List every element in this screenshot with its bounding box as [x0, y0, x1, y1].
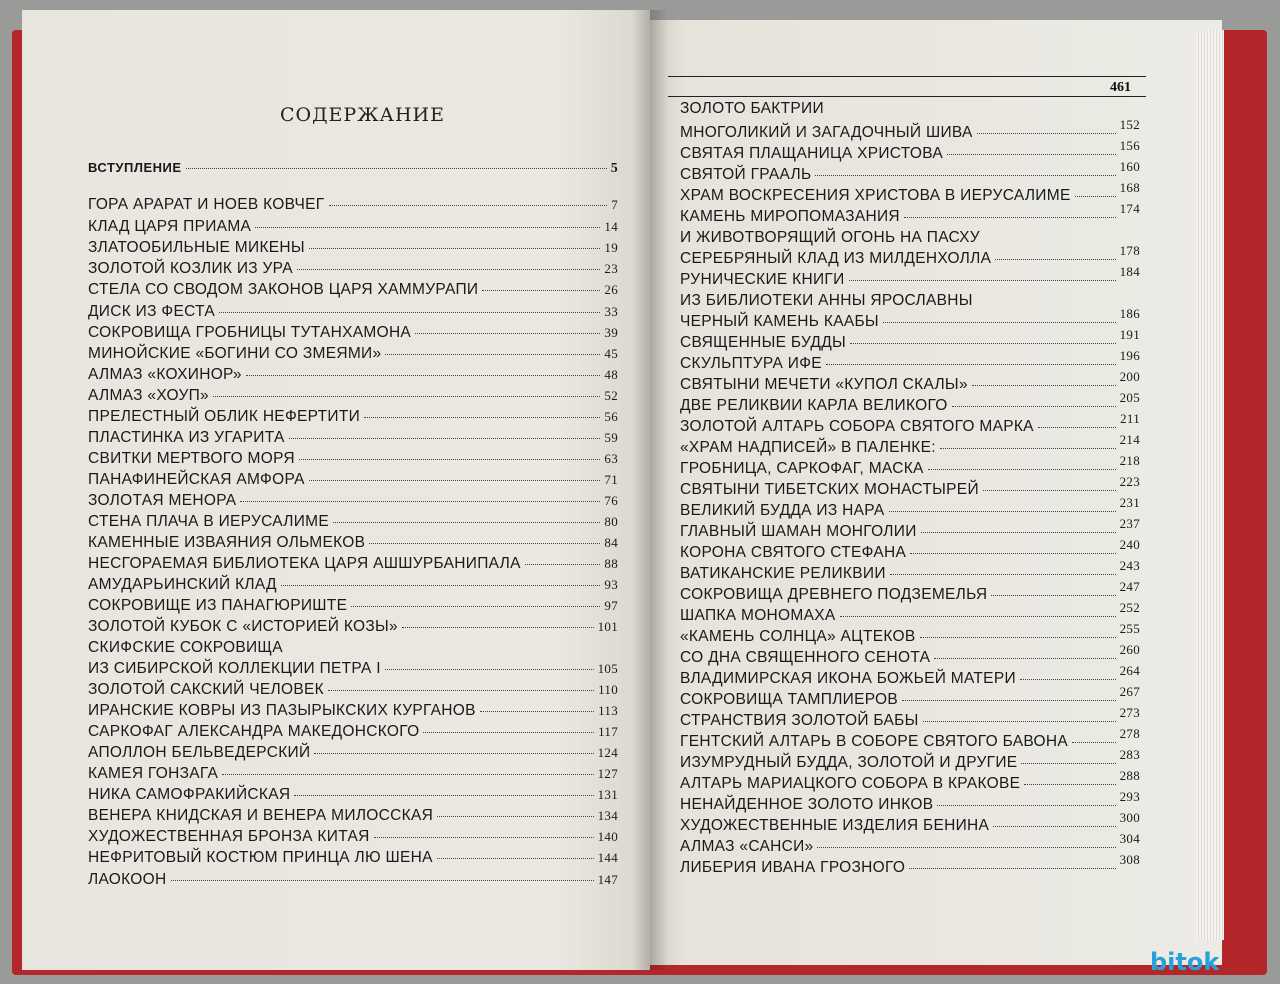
- toc-entry-page: 200: [1119, 369, 1140, 384]
- toc-entry-page: 131: [597, 787, 618, 802]
- dot-leader: [921, 532, 1116, 533]
- toc-entry-title: СТЕНА ПЛАЧА В ИЕРУСАЛИМЕ: [88, 513, 330, 530]
- toc-entry-title: СВЯЩЕННЫЕ БУДДЫ: [680, 334, 847, 351]
- toc-entry: [88, 160, 618, 177]
- toc-entry-title: ХРАМ ВОСКРЕСЕНИЯ ХРИСТОВА В ИЕРУСАЛИМЕ: [680, 187, 1071, 204]
- dot-leader: [297, 269, 600, 270]
- dot-leader: [815, 175, 1115, 176]
- toc-entry: [88, 408, 618, 426]
- toc-entry-title: ИЗ БИБЛИОТЕКИ АННЫ ЯРОСЛАВНЫ: [680, 292, 973, 309]
- toc-entry-title: СКИФСКИЕ СОКРОВИЩА: [88, 639, 283, 656]
- dot-leader: [902, 700, 1116, 701]
- toc-entry-page: 293: [1119, 789, 1140, 804]
- toc-entry-title: ШАПКА МОНОМАХА: [680, 607, 836, 624]
- toc-entry-page: 156: [1119, 138, 1140, 153]
- toc-entry: [88, 849, 618, 867]
- toc-entry-title: ПРЕЛЕСТНЫЙ ОБЛИК НЕФЕРТИТИ: [88, 408, 361, 425]
- dot-leader: [1020, 679, 1116, 680]
- toc-entry-page: 76: [604, 493, 618, 508]
- dot-leader: [952, 406, 1116, 407]
- dot-leader: [186, 168, 607, 169]
- toc-entry: [88, 681, 618, 699]
- dot-leader: [281, 585, 601, 586]
- dot-leader: [1038, 427, 1116, 428]
- toc-entry-title: ЧЕРНЫЙ КАМЕНЬ КААБЫ: [680, 313, 879, 330]
- dot-leader: [826, 364, 1116, 365]
- toc-entry: [88, 702, 618, 720]
- toc-entry: [680, 831, 1140, 856]
- left-page: [22, 10, 650, 970]
- dot-leader: [328, 690, 594, 691]
- dot-leader: [402, 627, 594, 628]
- toc-entry-page: 124: [597, 745, 618, 760]
- toc-entry: [680, 117, 1140, 142]
- dot-leader: [910, 553, 1115, 554]
- toc-entry: [88, 281, 618, 299]
- toc-entry: [88, 471, 618, 489]
- toc-entry-title: ХУДОЖЕСТВЕННЫЕ ИЗДЕЛИЯ БЕНИНА: [680, 817, 990, 834]
- dot-leader: [423, 732, 594, 733]
- toc-entry: [680, 495, 1140, 520]
- dot-leader: [840, 616, 1116, 617]
- dot-leader: [934, 658, 1115, 659]
- toc-entry-title: АЛМАЗ «САНСИ»: [680, 838, 814, 855]
- toc-entry-title: СО ДНА СВЯЩЕННОГО СЕНОТА: [680, 649, 931, 666]
- toc-entry-page: 127: [597, 766, 618, 781]
- toc-entry-title: ВАТИКАНСКИЕ РЕЛИКВИИ: [680, 565, 886, 582]
- toc-entry-title: ДВЕ РЕЛИКВИИ КАРЛА ВЕЛИКОГО: [680, 397, 948, 414]
- toc-entry-title: ВСТУПЛЕНИЕ: [88, 160, 182, 175]
- toc-entry: [88, 765, 618, 783]
- page-edges: [1196, 30, 1224, 940]
- toc-entry-title: ГЛАВНЫЙ ШАМАН МОНГОЛИИ: [680, 523, 917, 540]
- toc-entry: [680, 558, 1140, 583]
- dot-leader: [972, 385, 1116, 386]
- toc-entry-page: 196: [1119, 348, 1140, 363]
- toc-entry: [680, 600, 1140, 625]
- toc-entry-title: ЛАОКООН: [88, 871, 167, 888]
- toc-entry-page: 39: [604, 325, 618, 340]
- dot-leader: [977, 133, 1116, 134]
- dot-leader: [385, 669, 594, 670]
- toc-entry: [88, 196, 618, 214]
- toc-entry-page: 105: [597, 661, 618, 676]
- toc-entry: [680, 138, 1140, 163]
- toc-entry-title: РУНИЧЕСКИЕ КНИГИ: [680, 271, 845, 288]
- toc-entry-page: 178: [1119, 243, 1140, 258]
- dot-leader: [415, 333, 600, 334]
- toc-entry-title: ВЕНЕРА КНИДСКАЯ И ВЕНЕРА МИЛОССКАЯ: [88, 807, 434, 824]
- toc-entry-page: 140: [597, 829, 618, 844]
- toc-entry-title: ЗОЛОТОЙ КУБОК С «ИСТОРИЕЙ КОЗЫ»: [88, 618, 398, 635]
- dot-leader: [255, 227, 600, 228]
- toc-entry: [680, 789, 1140, 814]
- dot-leader: [1021, 763, 1115, 764]
- toc-entry-page: 267: [1119, 684, 1140, 699]
- toc-entry-page: 184: [1119, 264, 1140, 279]
- toc-entry-page: 205: [1119, 390, 1140, 405]
- dot-leader: [309, 248, 600, 249]
- toc-entry: [680, 327, 1140, 352]
- toc-entry-page: 288: [1119, 768, 1140, 783]
- toc-entry: [680, 432, 1140, 457]
- toc-entry-title: КАМЕНЬ МИРОПОМАЗАНИЯ: [680, 208, 900, 225]
- toc-entry-title: НИКА САМОФРАКИЙСКАЯ: [88, 786, 291, 803]
- dot-leader: [920, 637, 1116, 638]
- toc-entry: [680, 201, 1140, 226]
- toc-entry-page: 168: [1119, 180, 1140, 195]
- toc-entry: [88, 218, 618, 236]
- watermark-logo: bitok: [1150, 948, 1220, 976]
- toc-entry: [88, 639, 618, 657]
- toc-entry: [88, 260, 618, 278]
- toc-entry-page: 113: [598, 703, 618, 718]
- toc-entry: [88, 618, 618, 636]
- toc-entry: [680, 411, 1140, 436]
- toc-entry-page: 23: [604, 261, 618, 276]
- toc-entry-title: СОКРОВИЩА ТАМПЛИЕРОВ: [680, 691, 899, 708]
- toc-entry: [680, 579, 1140, 604]
- dot-leader: [294, 795, 593, 796]
- toc-entry-title: И ЖИВОТВОРЯЩИЙ ОГОНЬ НА ПАСХУ: [680, 229, 980, 246]
- dot-leader: [240, 501, 600, 502]
- toc-entry-title: АЛМАЗ «ХОУП»: [88, 387, 209, 404]
- toc-entry-title: МНОГОЛИКИЙ И ЗАГАДОЧНЫЙ ШИВА: [680, 124, 973, 141]
- toc-entry-page: 152: [1119, 117, 1140, 132]
- dot-leader: [369, 543, 600, 544]
- toc-entry-title: НЕСГОРАЕМАЯ БИБЛИОТЕКА ЦАРЯ АШШУРБАНИПАЛА: [88, 555, 521, 572]
- toc-entry-page: 273: [1119, 705, 1140, 720]
- dot-leader: [351, 606, 600, 607]
- toc-entry: [680, 348, 1140, 373]
- toc-entry-title: СВЯТЫНИ МЕЧЕТИ «КУПОЛ СКАЛЫ»: [680, 376, 968, 393]
- toc-entry: [88, 555, 618, 573]
- toc-entry-title: ЗОЛОТАЯ МЕНОРА: [88, 492, 237, 509]
- toc-entry-title: ИЗ СИБИРСКОЙ КОЛЛЕКЦИИ ПЕТРА I: [88, 660, 381, 677]
- dot-leader: [480, 711, 594, 712]
- dot-leader: [482, 290, 600, 291]
- toc-entry: [88, 303, 618, 321]
- toc-entry-page: 260: [1119, 642, 1140, 657]
- toc-entry: [88, 660, 618, 678]
- dot-leader: [947, 154, 1116, 155]
- toc-entry: [88, 492, 618, 510]
- dot-leader: [849, 280, 1116, 281]
- dot-leader: [385, 354, 600, 355]
- toc-entry-page: 84: [604, 535, 618, 550]
- dot-leader: [299, 459, 600, 460]
- toc-entry-title: ИРАНСКИЕ КОВРЫ ИЗ ПАЗЫРЫКСКИХ КУРГАНОВ: [88, 702, 476, 719]
- toc-entry-title: НЕНАЙДЕННОЕ ЗОЛОТО ИНКОВ: [680, 796, 934, 813]
- toc-entry-page: 80: [604, 514, 618, 529]
- dot-leader: [993, 826, 1115, 827]
- toc-entry-title: ИЗУМРУДНЫЙ БУДДА, ЗОЛОТОЙ И ДРУГИЕ: [680, 754, 1018, 771]
- toc-entry-page: 278: [1119, 726, 1140, 741]
- toc-entry-title: ЗЛАТООБИЛЬНЫЕ МИКЕНЫ: [88, 239, 305, 256]
- toc-entry: [88, 239, 618, 257]
- toc-entry-title: АЛМАЗ «КОХИНОР»: [88, 366, 242, 383]
- toc-entry-title: ГЕНТСКИЙ АЛТАРЬ В СОБОРЕ СВЯТОГО БАВОНА: [680, 733, 1068, 750]
- toc-entry: [88, 366, 618, 384]
- dot-leader: [374, 837, 594, 838]
- dot-leader: [817, 847, 1115, 848]
- dot-leader: [289, 438, 601, 439]
- toc-entry-page: 218: [1119, 453, 1140, 468]
- toc-entry: [680, 726, 1140, 751]
- toc-entry: [680, 229, 1140, 247]
- toc-entry-title: ВЕЛИКИЙ БУДДА ИЗ НАРА: [680, 502, 885, 519]
- toc-entry: [680, 537, 1140, 562]
- toc-entry: [88, 429, 618, 447]
- toc-entry-title: АМУДАРЬИНСКИЙ КЛАД: [88, 576, 277, 593]
- toc-entry: [88, 324, 618, 342]
- toc-entry-page: 59: [604, 430, 618, 445]
- toc-entry: [680, 369, 1140, 394]
- dot-leader: [309, 480, 601, 481]
- dot-leader: [1072, 742, 1116, 743]
- toc-entry-page: 134: [597, 808, 618, 823]
- toc-entry: [680, 100, 1140, 118]
- toc-entry-page: 237: [1119, 516, 1140, 531]
- dot-leader: [437, 858, 594, 859]
- dot-leader: [213, 396, 600, 397]
- dot-leader: [1075, 196, 1116, 197]
- toc-entry-page: 147: [597, 872, 618, 887]
- toc-entry-page: 174: [1119, 201, 1140, 216]
- dot-leader: [219, 312, 600, 313]
- toc-entry-title: ЗОЛОТОЙ КОЗЛИК ИЗ УРА: [88, 260, 293, 277]
- toc-entry: [680, 474, 1140, 499]
- toc-entry-page: 88: [604, 556, 618, 571]
- toc-entry: [680, 810, 1140, 835]
- toc-entry: [680, 768, 1140, 793]
- toc-entry-page: 63: [604, 451, 618, 466]
- page-number: 461: [1110, 80, 1131, 95]
- toc-entry: [88, 744, 618, 762]
- toc-entry: [680, 684, 1140, 709]
- toc-entry-page: 101: [597, 619, 618, 634]
- toc-entry-page: 97: [604, 598, 618, 613]
- toc-entry-title: ВЛАДИМИРСКАЯ ИКОНА БОЖЬЕЙ МАТЕРИ: [680, 670, 1016, 687]
- dot-leader: [314, 753, 593, 754]
- dot-leader: [850, 343, 1116, 344]
- contents-title: СОДЕРЖАНИЕ: [280, 104, 445, 126]
- toc-entry-page: 117: [598, 724, 618, 739]
- toc-entry-title: ПЛАСТИНКА ИЗ УГАРИТА: [88, 429, 285, 446]
- toc-entry: [680, 292, 1140, 310]
- dot-leader: [171, 880, 594, 881]
- toc-entry: [88, 597, 618, 615]
- toc-entry-title: СВЯТАЯ ПЛАЩАНИЦА ХРИСТОВА: [680, 145, 943, 162]
- toc-entry-page: 304: [1119, 831, 1140, 846]
- toc-entry-page: 211: [1120, 411, 1140, 426]
- toc-entry-title: КЛАД ЦАРЯ ПРИАМА: [88, 218, 252, 235]
- dot-leader: [246, 375, 601, 376]
- dot-leader: [904, 217, 1116, 218]
- toc-entry: [680, 264, 1140, 289]
- toc-entry-page: 5: [610, 161, 618, 176]
- toc-entry: [88, 576, 618, 594]
- toc-entry-title: СВЯТЫНИ ТИБЕТСКИХ МОНАСТЫРЕЙ: [680, 481, 979, 498]
- toc-entry: [680, 642, 1140, 667]
- toc-entry-title: СТРАНСТВИЯ ЗОЛОТОЙ БАБЫ: [680, 712, 919, 729]
- toc-entry-page: 214: [1119, 432, 1140, 447]
- toc-entry-page: 160: [1119, 159, 1140, 174]
- dot-leader: [222, 774, 593, 775]
- toc-entry: [680, 621, 1140, 646]
- toc-entry-page: 93: [604, 577, 618, 592]
- toc-entry-title: ГРОБНИЦА, САРКОФАГ, МАСКА: [680, 460, 924, 477]
- toc-entry: [680, 306, 1140, 331]
- dot-leader: [889, 511, 1116, 512]
- toc-entry-title: СЕРЕБРЯНЫЙ КЛАД ИЗ МИЛДЕНХОЛЛА: [680, 250, 992, 267]
- dot-leader: [940, 448, 1116, 449]
- dot-leader: [923, 721, 1116, 722]
- toc-entry: [88, 723, 618, 741]
- toc-entry-title: ЗОЛОТО БАКТРИИ: [680, 100, 824, 117]
- dot-leader: [333, 522, 600, 523]
- dot-leader: [437, 816, 593, 817]
- toc-entry: [88, 345, 618, 363]
- toc-entry: [88, 871, 618, 889]
- toc-entry: [88, 807, 618, 825]
- toc-entry: [88, 387, 618, 405]
- toc-entry-title: ЗОЛОТОЙ АЛТАРЬ СОБОРА СВЯТОГО МАРКА: [680, 418, 1034, 435]
- running-head-rule: [668, 76, 1146, 98]
- toc-entry-title: АЛТАРЬ МАРИАЦКОГО СОБОРА В КРАКОВЕ: [680, 775, 1021, 792]
- toc-entry-title: МИНОЙСКИЕ «БОГИНИ СО ЗМЕЯМИ»: [88, 345, 382, 362]
- toc-entry-title: КОРОНА СВЯТОГО СТЕФАНА: [680, 544, 907, 561]
- dot-leader: [909, 868, 1115, 869]
- toc-entry-title: СВИТКИ МЕРТВОГО МОРЯ: [88, 450, 295, 467]
- toc-entry: [88, 450, 618, 468]
- dot-leader: [995, 259, 1115, 260]
- toc-entry-title: СОКРОВИЩА ДРЕВНЕГО ПОДЗЕМЕЛЬЯ: [680, 586, 988, 603]
- toc-entry-title: СОКРОВИЩЕ ИЗ ПАНАГЮРИШТЕ: [88, 597, 348, 614]
- toc-entry-title: САРКОФАГ АЛЕКСАНДРА МАКЕДОНСКОГО: [88, 723, 420, 740]
- dot-leader: [525, 564, 601, 565]
- toc-entry: [680, 243, 1140, 268]
- toc-entry-page: 48: [604, 367, 618, 382]
- toc-entry: [680, 159, 1140, 184]
- toc-entry-page: 45: [604, 346, 618, 361]
- toc-entry-page: 26: [604, 282, 618, 297]
- toc-entry-page: 144: [597, 850, 618, 865]
- toc-entry-title: «КАМЕНЬ СОЛНЦА» АЦТЕКОВ: [680, 628, 916, 645]
- toc-entry: [88, 513, 618, 531]
- toc-entry: [680, 453, 1140, 478]
- toc-entry-title: ХУДОЖЕСТВЕННАЯ БРОНЗА КИТАЯ: [88, 828, 370, 845]
- toc-entry-page: 19: [604, 240, 618, 255]
- toc-entry-page: 110: [598, 682, 618, 697]
- toc-entry: [680, 180, 1140, 205]
- toc-entry: [680, 747, 1140, 772]
- toc-entry-page: 300: [1119, 810, 1140, 825]
- toc-entry-page: 7: [611, 197, 618, 212]
- toc-entry-page: 264: [1119, 663, 1140, 678]
- toc-entry-page: 252: [1119, 600, 1140, 615]
- dot-leader: [1024, 784, 1115, 785]
- toc-entry-title: СКУЛЬПТУРА ИФЕ: [680, 355, 822, 372]
- toc-entry-page: 223: [1119, 474, 1140, 489]
- toc-entry-page: 240: [1119, 537, 1140, 552]
- toc-entry-page: 33: [604, 304, 618, 319]
- toc-entry-page: 283: [1119, 747, 1140, 762]
- toc-entry-title: АПОЛЛОН БЕЛЬВЕДЕРСКИЙ: [88, 744, 311, 761]
- toc-entry-page: 186: [1119, 306, 1140, 321]
- toc-entry-page: 231: [1119, 495, 1140, 510]
- toc-entry-page: 308: [1119, 852, 1140, 867]
- toc-entry-title: ЗОЛОТОЙ САКСКИЙ ЧЕЛОВЕК: [88, 681, 324, 698]
- toc-entry-page: 14: [604, 219, 618, 234]
- toc-entry: [680, 390, 1140, 415]
- dot-leader: [883, 322, 1116, 323]
- toc-entry-page: 191: [1119, 327, 1140, 342]
- toc-entry-title: СТЕЛА СО СВОДОМ ЗАКОНОВ ЦАРЯ ХАММУРАПИ: [88, 281, 479, 298]
- dot-leader: [983, 490, 1116, 491]
- toc-entry: [680, 852, 1140, 877]
- toc-entry-title: ЛИБЕРИЯ ИВАНА ГРОЗНОГО: [680, 859, 906, 876]
- book-spine: [632, 10, 668, 970]
- dot-leader: [329, 205, 608, 206]
- dot-leader: [890, 574, 1116, 575]
- toc-entry-page: 52: [604, 388, 618, 403]
- dot-leader: [364, 417, 600, 418]
- toc-entry-page: 247: [1119, 579, 1140, 594]
- toc-entry-title: СВЯТОЙ ГРААЛЬ: [680, 166, 812, 183]
- dot-leader: [991, 595, 1115, 596]
- toc-entry: [88, 828, 618, 846]
- toc-entry: [88, 786, 618, 804]
- toc-entry-title: ДИСК ИЗ ФЕСТА: [88, 303, 215, 320]
- dot-leader: [928, 469, 1116, 470]
- toc-entry-title: ПАНАФИНЕЙСКАЯ АМФОРА: [88, 471, 305, 488]
- dot-leader: [937, 805, 1115, 806]
- toc-entry: [680, 705, 1140, 730]
- toc-entry-title: СОКРОВИЩА ГРОБНИЦЫ ТУТАНХАМОНА: [88, 324, 412, 341]
- toc-entry-page: 243: [1119, 558, 1140, 573]
- toc-entry-page: 255: [1119, 621, 1140, 636]
- toc-entry: [680, 663, 1140, 688]
- toc-entry: [88, 534, 618, 552]
- toc-entry-title: ГОРА АРАРАТ И НОЕВ КОВЧЕГ: [88, 196, 325, 213]
- toc-entry-title: НЕФРИТОВЫЙ КОСТЮМ ПРИНЦА ЛЮ ШЕНА: [88, 849, 433, 866]
- toc-entry-title: КАМЕННЫЕ ИЗВАЯНИЯ ОЛЬМЕКОВ: [88, 534, 366, 551]
- toc-entry-title: «ХРАМ НАДПИСЕЙ» В ПАЛЕНКЕ:: [680, 439, 936, 456]
- toc-entry-page: 71: [604, 472, 618, 487]
- toc-entry-title: КАМЕЯ ГОНЗАГА: [88, 765, 219, 782]
- toc-entry: [680, 516, 1140, 541]
- toc-entry-page: 56: [604, 409, 618, 424]
